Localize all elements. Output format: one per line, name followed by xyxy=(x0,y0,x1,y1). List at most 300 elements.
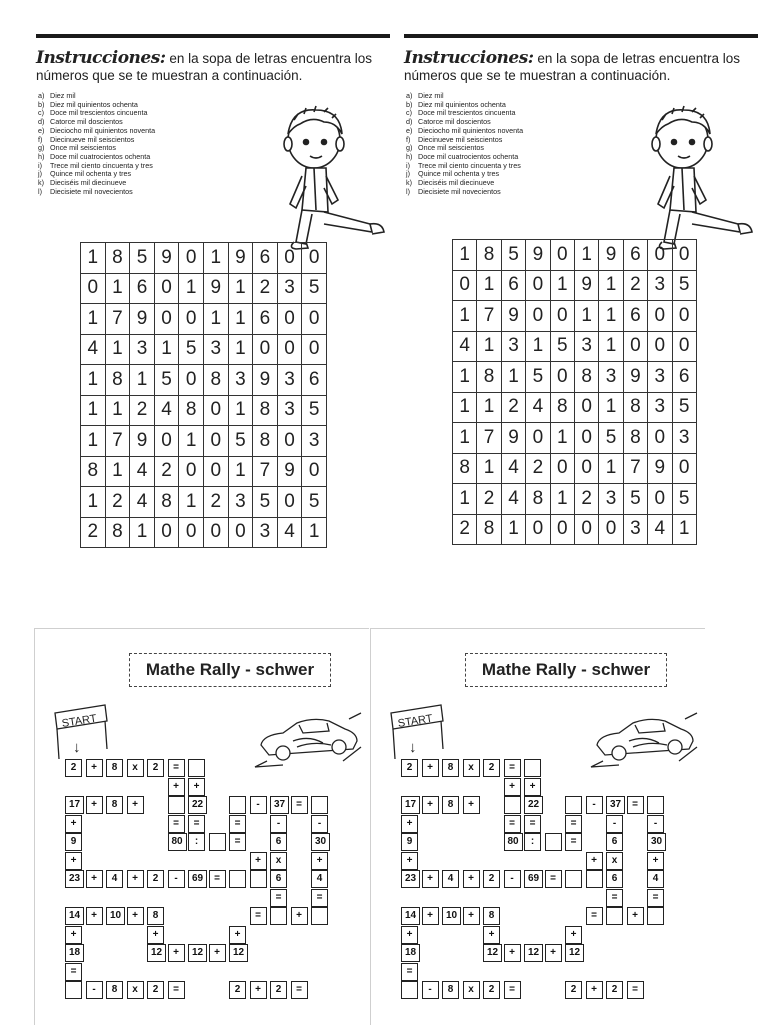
grid-cell[interactable]: 7 xyxy=(477,301,501,332)
grid-cell[interactable]: 4 xyxy=(648,514,672,545)
grid-cell[interactable]: 7 xyxy=(623,453,647,484)
grid-cell[interactable]: 4 xyxy=(501,453,525,484)
grid-cell[interactable]: 0 xyxy=(648,423,672,454)
grid-cell[interactable]: 2 xyxy=(105,487,130,518)
grid-cell[interactable]: 3 xyxy=(253,517,278,548)
grid-cell[interactable]: 9 xyxy=(154,243,179,274)
grid-cell[interactable]: 5 xyxy=(154,365,179,396)
grid-cell[interactable]: 3 xyxy=(203,334,228,365)
rally-grid xyxy=(401,759,701,1029)
list-item-text: Doce mil cuatrocientos ochenta xyxy=(50,151,151,161)
grid-cell[interactable]: 9 xyxy=(228,243,253,274)
rally-cell: = xyxy=(291,981,308,999)
grid-cell[interactable]: 1 xyxy=(179,273,204,304)
answer-box[interactable] xyxy=(565,870,582,888)
list-item-text: Trece mil ciento cincuenta y tres xyxy=(50,160,153,170)
grid-cell[interactable]: 0 xyxy=(648,240,672,271)
grid-cell[interactable]: 1 xyxy=(574,301,598,332)
grid-cell[interactable]: 9 xyxy=(623,362,647,393)
grid-cell[interactable]: 0 xyxy=(81,273,106,304)
grid-cell[interactable]: 2 xyxy=(574,484,598,515)
grid-cell[interactable]: 0 xyxy=(179,517,204,548)
grid-cell[interactable]: 5 xyxy=(302,395,327,426)
list-item-text: Doce mil trescientos cincuenta xyxy=(50,108,148,118)
grid-cell[interactable]: 5 xyxy=(501,240,525,271)
rally-cell: - xyxy=(270,815,287,833)
rally-cell: + xyxy=(463,870,480,888)
grid-cell[interactable]: 6 xyxy=(253,243,278,274)
grid-cell[interactable]: 1 xyxy=(228,456,253,487)
grid-row xyxy=(81,365,327,396)
grid-cell[interactable]: 0 xyxy=(277,334,302,365)
grid-cell[interactable]: 3 xyxy=(228,365,253,396)
grid-cell[interactable]: 5 xyxy=(179,334,204,365)
grid-cell[interactable]: 0 xyxy=(648,301,672,332)
rally-cell: = xyxy=(504,981,521,999)
rally-cell: 9 xyxy=(65,833,82,851)
grid-cell[interactable]: 0 xyxy=(203,517,228,548)
grid-cell[interactable]: 8 xyxy=(253,426,278,457)
grid-cell[interactable]: 0 xyxy=(277,487,302,518)
rally-cell: = xyxy=(291,796,308,814)
grid-cell[interactable]: 0 xyxy=(550,514,574,545)
rally-cell: 6 xyxy=(606,870,623,888)
grid-cell[interactable]: 1 xyxy=(228,334,253,365)
grid-cell[interactable]: 0 xyxy=(526,301,550,332)
rally-cell: + xyxy=(65,926,82,944)
grid-row xyxy=(81,243,327,274)
answer-box[interactable] xyxy=(168,796,185,814)
grid-cell[interactable]: 1 xyxy=(477,270,501,301)
grid-cell[interactable]: 5 xyxy=(130,243,155,274)
grid-row xyxy=(453,423,697,454)
grid-cell[interactable]: 4 xyxy=(277,517,302,548)
answer-box[interactable] xyxy=(606,907,623,925)
rally-cell: 69 xyxy=(524,870,543,888)
grid-cell[interactable]: 0 xyxy=(672,331,696,362)
grid-cell[interactable]: 0 xyxy=(672,240,696,271)
rally-cell: 17 xyxy=(65,796,84,814)
grid-cell[interactable]: 0 xyxy=(154,304,179,335)
grid-cell[interactable]: 8 xyxy=(574,362,598,393)
grid-cell[interactable]: 1 xyxy=(477,331,501,362)
grid-cell[interactable]: 8 xyxy=(477,240,501,271)
grid-cell[interactable]: 6 xyxy=(623,301,647,332)
grid-row xyxy=(453,362,697,393)
grid-cell[interactable]: 9 xyxy=(253,365,278,396)
grid-cell[interactable]: 1 xyxy=(477,453,501,484)
answer-box[interactable] xyxy=(401,981,418,999)
grid-cell[interactable]: 2 xyxy=(81,517,106,548)
grid-cell[interactable]: 3 xyxy=(277,365,302,396)
grid-cell[interactable]: 1 xyxy=(105,334,130,365)
grid-cell[interactable]: 0 xyxy=(550,240,574,271)
answer-box[interactable] xyxy=(524,759,541,777)
grid-cell[interactable]: 4 xyxy=(453,331,477,362)
rally-grid xyxy=(65,759,365,1029)
grid-cell[interactable]: 1 xyxy=(453,423,477,454)
grid-cell[interactable]: 9 xyxy=(526,240,550,271)
grid-cell[interactable]: 1 xyxy=(599,453,623,484)
rally-cell: 2 xyxy=(565,981,582,999)
answer-box[interactable] xyxy=(545,833,562,851)
grid-cell[interactable]: 1 xyxy=(179,426,204,457)
grid-cell[interactable]: 8 xyxy=(203,365,228,396)
grid-cell[interactable]: 8 xyxy=(623,392,647,423)
grid-cell[interactable]: 0 xyxy=(179,304,204,335)
grid-cell[interactable]: 8 xyxy=(105,517,130,548)
grid-cell[interactable]: 8 xyxy=(253,395,278,426)
instructions xyxy=(404,50,744,84)
rally-cell: + xyxy=(65,815,82,833)
grid-cell[interactable]: 6 xyxy=(302,365,327,396)
grid-cell[interactable]: 3 xyxy=(599,362,623,393)
grid-cell[interactable]: 6 xyxy=(501,270,525,301)
grid-cell[interactable]: 9 xyxy=(277,456,302,487)
grid-cell[interactable]: 1 xyxy=(105,273,130,304)
word-search-grid xyxy=(80,242,327,548)
list-item-key: e) xyxy=(38,125,45,135)
list-item-key: d) xyxy=(406,117,413,127)
grid-cell[interactable]: 1 xyxy=(550,484,574,515)
grid-cell[interactable]: 1 xyxy=(501,362,525,393)
list-item-key: e) xyxy=(406,125,413,135)
answer-box[interactable] xyxy=(586,870,603,888)
grid-cell[interactable]: 1 xyxy=(672,514,696,545)
grid-cell[interactable]: 3 xyxy=(228,487,253,518)
rally-cell: + xyxy=(422,759,439,777)
grid-cell[interactable]: 1 xyxy=(526,331,550,362)
grid-cell[interactable]: 3 xyxy=(648,392,672,423)
grid-cell[interactable]: 8 xyxy=(105,365,130,396)
grid-cell[interactable]: 2 xyxy=(203,487,228,518)
grid-cell[interactable]: 5 xyxy=(550,331,574,362)
rally-cell: = xyxy=(229,833,246,851)
grid-cell[interactable]: 0 xyxy=(154,273,179,304)
grid-cell[interactable]: 8 xyxy=(154,487,179,518)
rally-cell: 30 xyxy=(647,833,666,851)
rally-cell: + xyxy=(586,852,603,870)
answer-box[interactable] xyxy=(65,981,82,999)
grid-cell[interactable]: 0 xyxy=(302,243,327,274)
grid-cell[interactable]: 0 xyxy=(253,334,278,365)
grid-cell[interactable]: 8 xyxy=(179,395,204,426)
grid-cell[interactable]: 2 xyxy=(477,484,501,515)
grid-cell[interactable]: 1 xyxy=(203,304,228,335)
grid-cell[interactable]: 0 xyxy=(154,426,179,457)
answer-box[interactable] xyxy=(229,796,246,814)
grid-cell[interactable]: 4 xyxy=(81,334,106,365)
list-item-text: Once mil seiscientos xyxy=(50,143,116,153)
grid-cell[interactable]: 0 xyxy=(526,423,550,454)
grid-cell[interactable]: 5 xyxy=(228,426,253,457)
grid-cell[interactable]: 3 xyxy=(623,514,647,545)
grid-cell[interactable]: 5 xyxy=(302,273,327,304)
grid-cell[interactable]: 2 xyxy=(130,395,155,426)
grid-cell[interactable]: 5 xyxy=(623,484,647,515)
grid-cell[interactable]: 7 xyxy=(105,304,130,335)
grid-cell[interactable]: 6 xyxy=(253,304,278,335)
grid-cell[interactable]: 5 xyxy=(253,487,278,518)
grid-cell[interactable]: 1 xyxy=(599,331,623,362)
grid-cell[interactable]: 0 xyxy=(302,334,327,365)
grid-cell[interactable]: 8 xyxy=(550,392,574,423)
grid-cell[interactable]: 4 xyxy=(526,392,550,423)
list-item-key: h) xyxy=(406,151,413,161)
answer-box[interactable] xyxy=(504,796,521,814)
rally-title: Mathe Rally - schwer xyxy=(129,653,331,687)
answer-box[interactable] xyxy=(311,907,328,925)
rally-cell: = xyxy=(565,815,582,833)
rally-cell: 2 xyxy=(483,759,500,777)
grid-cell[interactable]: 0 xyxy=(203,426,228,457)
list-item-key: k) xyxy=(38,178,44,188)
grid-cell[interactable]: 1 xyxy=(105,395,130,426)
grid-cell[interactable]: 1 xyxy=(453,392,477,423)
grid-cell[interactable]: 9 xyxy=(599,240,623,271)
grid-cell[interactable]: 2 xyxy=(453,514,477,545)
rally-cell: + xyxy=(463,907,480,925)
grid-cell[interactable]: 3 xyxy=(672,423,696,454)
grid-cell[interactable]: 1 xyxy=(81,395,106,426)
answer-box[interactable] xyxy=(647,907,664,925)
list-item-text: Trece mil ciento cincuenta y tres xyxy=(418,160,521,170)
grid-cell[interactable]: 0 xyxy=(550,301,574,332)
grid-row xyxy=(453,484,697,515)
grid-cell[interactable]: 1 xyxy=(228,395,253,426)
grid-cell[interactable]: 7 xyxy=(253,456,278,487)
rally-cell: = xyxy=(627,796,644,814)
grid-cell[interactable]: 0 xyxy=(574,514,598,545)
grid-cell[interactable]: 0 xyxy=(623,331,647,362)
rally-cell: 12 xyxy=(565,944,584,962)
grid-cell[interactable]: 1 xyxy=(599,301,623,332)
grid-cell[interactable]: 0 xyxy=(302,304,327,335)
grid-cell[interactable]: 0 xyxy=(574,423,598,454)
grid-cell[interactable]: 3 xyxy=(501,331,525,362)
grid-cell[interactable]: 3 xyxy=(599,484,623,515)
list-item-key: g) xyxy=(38,143,45,153)
grid-cell[interactable]: 1 xyxy=(228,273,253,304)
grid-cell[interactable]: 9 xyxy=(203,273,228,304)
grid-cell[interactable]: 4 xyxy=(130,487,155,518)
grid-cell[interactable]: 3 xyxy=(277,395,302,426)
grid-cell[interactable]: 3 xyxy=(130,334,155,365)
list-item-key: j) xyxy=(38,169,42,179)
rally-cell: - xyxy=(86,981,103,999)
grid-cell[interactable]: 1 xyxy=(81,426,106,457)
grid-cell[interactable]: 0 xyxy=(302,456,327,487)
grid-cell[interactable]: 0 xyxy=(277,426,302,457)
grid-cell[interactable]: 1 xyxy=(453,484,477,515)
grid-cell[interactable]: 0 xyxy=(648,331,672,362)
grid-cell[interactable]: 9 xyxy=(574,270,598,301)
list-item-text: Diecisiete mil novecientos xyxy=(418,186,501,196)
answer-box[interactable] xyxy=(311,796,328,814)
answer-box[interactable] xyxy=(209,833,226,851)
grid-cell[interactable]: 5 xyxy=(526,362,550,393)
grid-cell[interactable]: 3 xyxy=(302,426,327,457)
grid-cell[interactable]: 0 xyxy=(550,453,574,484)
rally-cell: 4 xyxy=(106,870,123,888)
grid-cell[interactable]: 1 xyxy=(599,392,623,423)
grid-cell[interactable]: 9 xyxy=(501,423,525,454)
rally-cell: 2 xyxy=(147,981,164,999)
rally-cell: 23 xyxy=(401,870,420,888)
grid-cell[interactable]: 8 xyxy=(453,453,477,484)
grid-cell[interactable]: 1 xyxy=(179,487,204,518)
rally-cell: 6 xyxy=(270,833,287,851)
grid-cell[interactable]: 6 xyxy=(672,362,696,393)
list-item xyxy=(406,188,606,197)
list-item-text: Diez mil xyxy=(418,91,444,100)
grid-cell[interactable]: 1 xyxy=(453,301,477,332)
grid-cell[interactable]: 6 xyxy=(130,273,155,304)
answer-box[interactable] xyxy=(229,870,246,888)
grid-cell[interactable]: 1 xyxy=(599,270,623,301)
grid-cell[interactable]: 1 xyxy=(477,392,501,423)
grid-cell[interactable]: 0 xyxy=(550,362,574,393)
rally-cell: 4 xyxy=(311,870,328,888)
rally-cell: 8 xyxy=(106,759,123,777)
rally-cell: - xyxy=(647,815,664,833)
grid-cell[interactable]: 9 xyxy=(648,453,672,484)
grid-cell[interactable]: 4 xyxy=(130,456,155,487)
grid-cell[interactable]: 0 xyxy=(179,365,204,396)
rally-cell: = xyxy=(606,889,623,907)
rally-cell: : xyxy=(188,833,205,851)
grid-cell[interactable]: 3 xyxy=(574,331,598,362)
grid-cell[interactable]: 1 xyxy=(154,334,179,365)
grid-cell[interactable]: 0 xyxy=(672,301,696,332)
instructions-text: en la sopa de letras encuentra los números que se te muestran a continuación. xyxy=(36,51,372,83)
grid-cell[interactable]: 1 xyxy=(302,517,327,548)
grid-cell[interactable]: 9 xyxy=(501,301,525,332)
child-illustration xyxy=(634,100,762,250)
grid-cell[interactable]: 1 xyxy=(81,365,106,396)
grid-cell[interactable]: 0 xyxy=(179,243,204,274)
rally-cell: + xyxy=(311,852,328,870)
rally-cell: 80 xyxy=(504,833,523,851)
rally-cell: + xyxy=(127,870,144,888)
grid-cell[interactable]: 4 xyxy=(154,395,179,426)
grid-row xyxy=(453,514,697,545)
grid-cell[interactable]: 3 xyxy=(648,270,672,301)
grid-cell[interactable]: 2 xyxy=(623,270,647,301)
rally-cell: = xyxy=(565,833,582,851)
grid-cell[interactable]: 1 xyxy=(81,304,106,335)
grid-cell[interactable]: 6 xyxy=(623,240,647,271)
grid-cell[interactable]: 0 xyxy=(526,270,550,301)
grid-cell[interactable]: 8 xyxy=(477,514,501,545)
grid-cell[interactable]: 8 xyxy=(477,362,501,393)
grid-cell[interactable]: 1 xyxy=(228,304,253,335)
grid-cell[interactable]: 2 xyxy=(253,273,278,304)
grid-cell[interactable]: 5 xyxy=(672,392,696,423)
grid-cell[interactable]: 2 xyxy=(501,392,525,423)
answer-box[interactable] xyxy=(647,796,664,814)
rally-cell: + xyxy=(250,981,267,999)
grid-cell[interactable]: 0 xyxy=(526,514,550,545)
grid-cell[interactable]: 1 xyxy=(574,240,598,271)
rally-cell: 37 xyxy=(270,796,289,814)
grid-cell[interactable]: 2 xyxy=(526,453,550,484)
rally-cell: x xyxy=(127,759,144,777)
rally-cell: = xyxy=(504,759,521,777)
grid-cell[interactable]: 8 xyxy=(526,484,550,515)
grid-cell[interactable]: 0 xyxy=(277,304,302,335)
grid-cell[interactable]: 1 xyxy=(105,456,130,487)
grid-cell[interactable]: 1 xyxy=(130,517,155,548)
grid-cell[interactable]: 0 xyxy=(203,456,228,487)
grid-cell[interactable]: 0 xyxy=(179,456,204,487)
grid-cell[interactable]: 8 xyxy=(81,456,106,487)
rally-cell: 18 xyxy=(401,944,420,962)
grid-cell[interactable]: 1 xyxy=(453,240,477,271)
grid-cell[interactable]: 8 xyxy=(105,243,130,274)
answer-box[interactable] xyxy=(565,796,582,814)
grid-cell[interactable]: 5 xyxy=(302,487,327,518)
rally-cell: + xyxy=(127,907,144,925)
grid-cell[interactable]: 3 xyxy=(277,273,302,304)
grid-cell[interactable]: 1 xyxy=(81,487,106,518)
grid-cell[interactable]: 7 xyxy=(477,423,501,454)
list-item-key: b) xyxy=(406,99,413,109)
rally-cell: + xyxy=(86,796,103,814)
answer-box[interactable] xyxy=(250,870,267,888)
grid-cell[interactable]: 0 xyxy=(672,453,696,484)
grid-cell[interactable]: 1 xyxy=(550,423,574,454)
grid-cell[interactable]: 4 xyxy=(501,484,525,515)
grid-cell[interactable]: 0 xyxy=(203,395,228,426)
grid-cell[interactable]: 1 xyxy=(203,243,228,274)
grid-cell[interactable]: 1 xyxy=(81,243,106,274)
rally-cell: - xyxy=(504,870,521,888)
answer-box[interactable] xyxy=(188,759,205,777)
grid-cell[interactable]: 3 xyxy=(648,362,672,393)
grid-cell[interactable]: 5 xyxy=(599,423,623,454)
grid-cell[interactable]: 5 xyxy=(672,270,696,301)
grid-cell[interactable]: 9 xyxy=(130,426,155,457)
grid-cell[interactable]: 0 xyxy=(648,484,672,515)
grid-cell[interactable]: 1 xyxy=(501,514,525,545)
answer-box[interactable] xyxy=(270,907,287,925)
rally-cell: + xyxy=(627,907,644,925)
grid-row xyxy=(81,304,327,335)
grid-cell[interactable]: 1 xyxy=(130,365,155,396)
grid-cell[interactable]: 0 xyxy=(574,392,598,423)
grid-cell[interactable]: 0 xyxy=(574,453,598,484)
rally-cell: - xyxy=(586,796,603,814)
list-item-key: c) xyxy=(406,108,412,118)
grid-cell[interactable]: 0 xyxy=(228,517,253,548)
grid-cell[interactable]: 0 xyxy=(453,270,477,301)
grid-row xyxy=(453,240,697,271)
grid-cell[interactable]: 0 xyxy=(154,517,179,548)
grid-cell[interactable]: 5 xyxy=(672,484,696,515)
rally-cell: + xyxy=(422,907,439,925)
grid-cell[interactable]: 2 xyxy=(154,456,179,487)
grid-cell[interactable]: 1 xyxy=(453,362,477,393)
rally-cell: = xyxy=(168,981,185,999)
grid-cell[interactable]: 0 xyxy=(599,514,623,545)
grid-cell[interactable]: 1 xyxy=(550,270,574,301)
grid-cell[interactable]: 9 xyxy=(130,304,155,335)
grid-cell[interactable]: 0 xyxy=(277,243,302,274)
rally-cell: + xyxy=(168,778,185,796)
grid-cell[interactable]: 8 xyxy=(623,423,647,454)
grid-cell[interactable]: 7 xyxy=(105,426,130,457)
